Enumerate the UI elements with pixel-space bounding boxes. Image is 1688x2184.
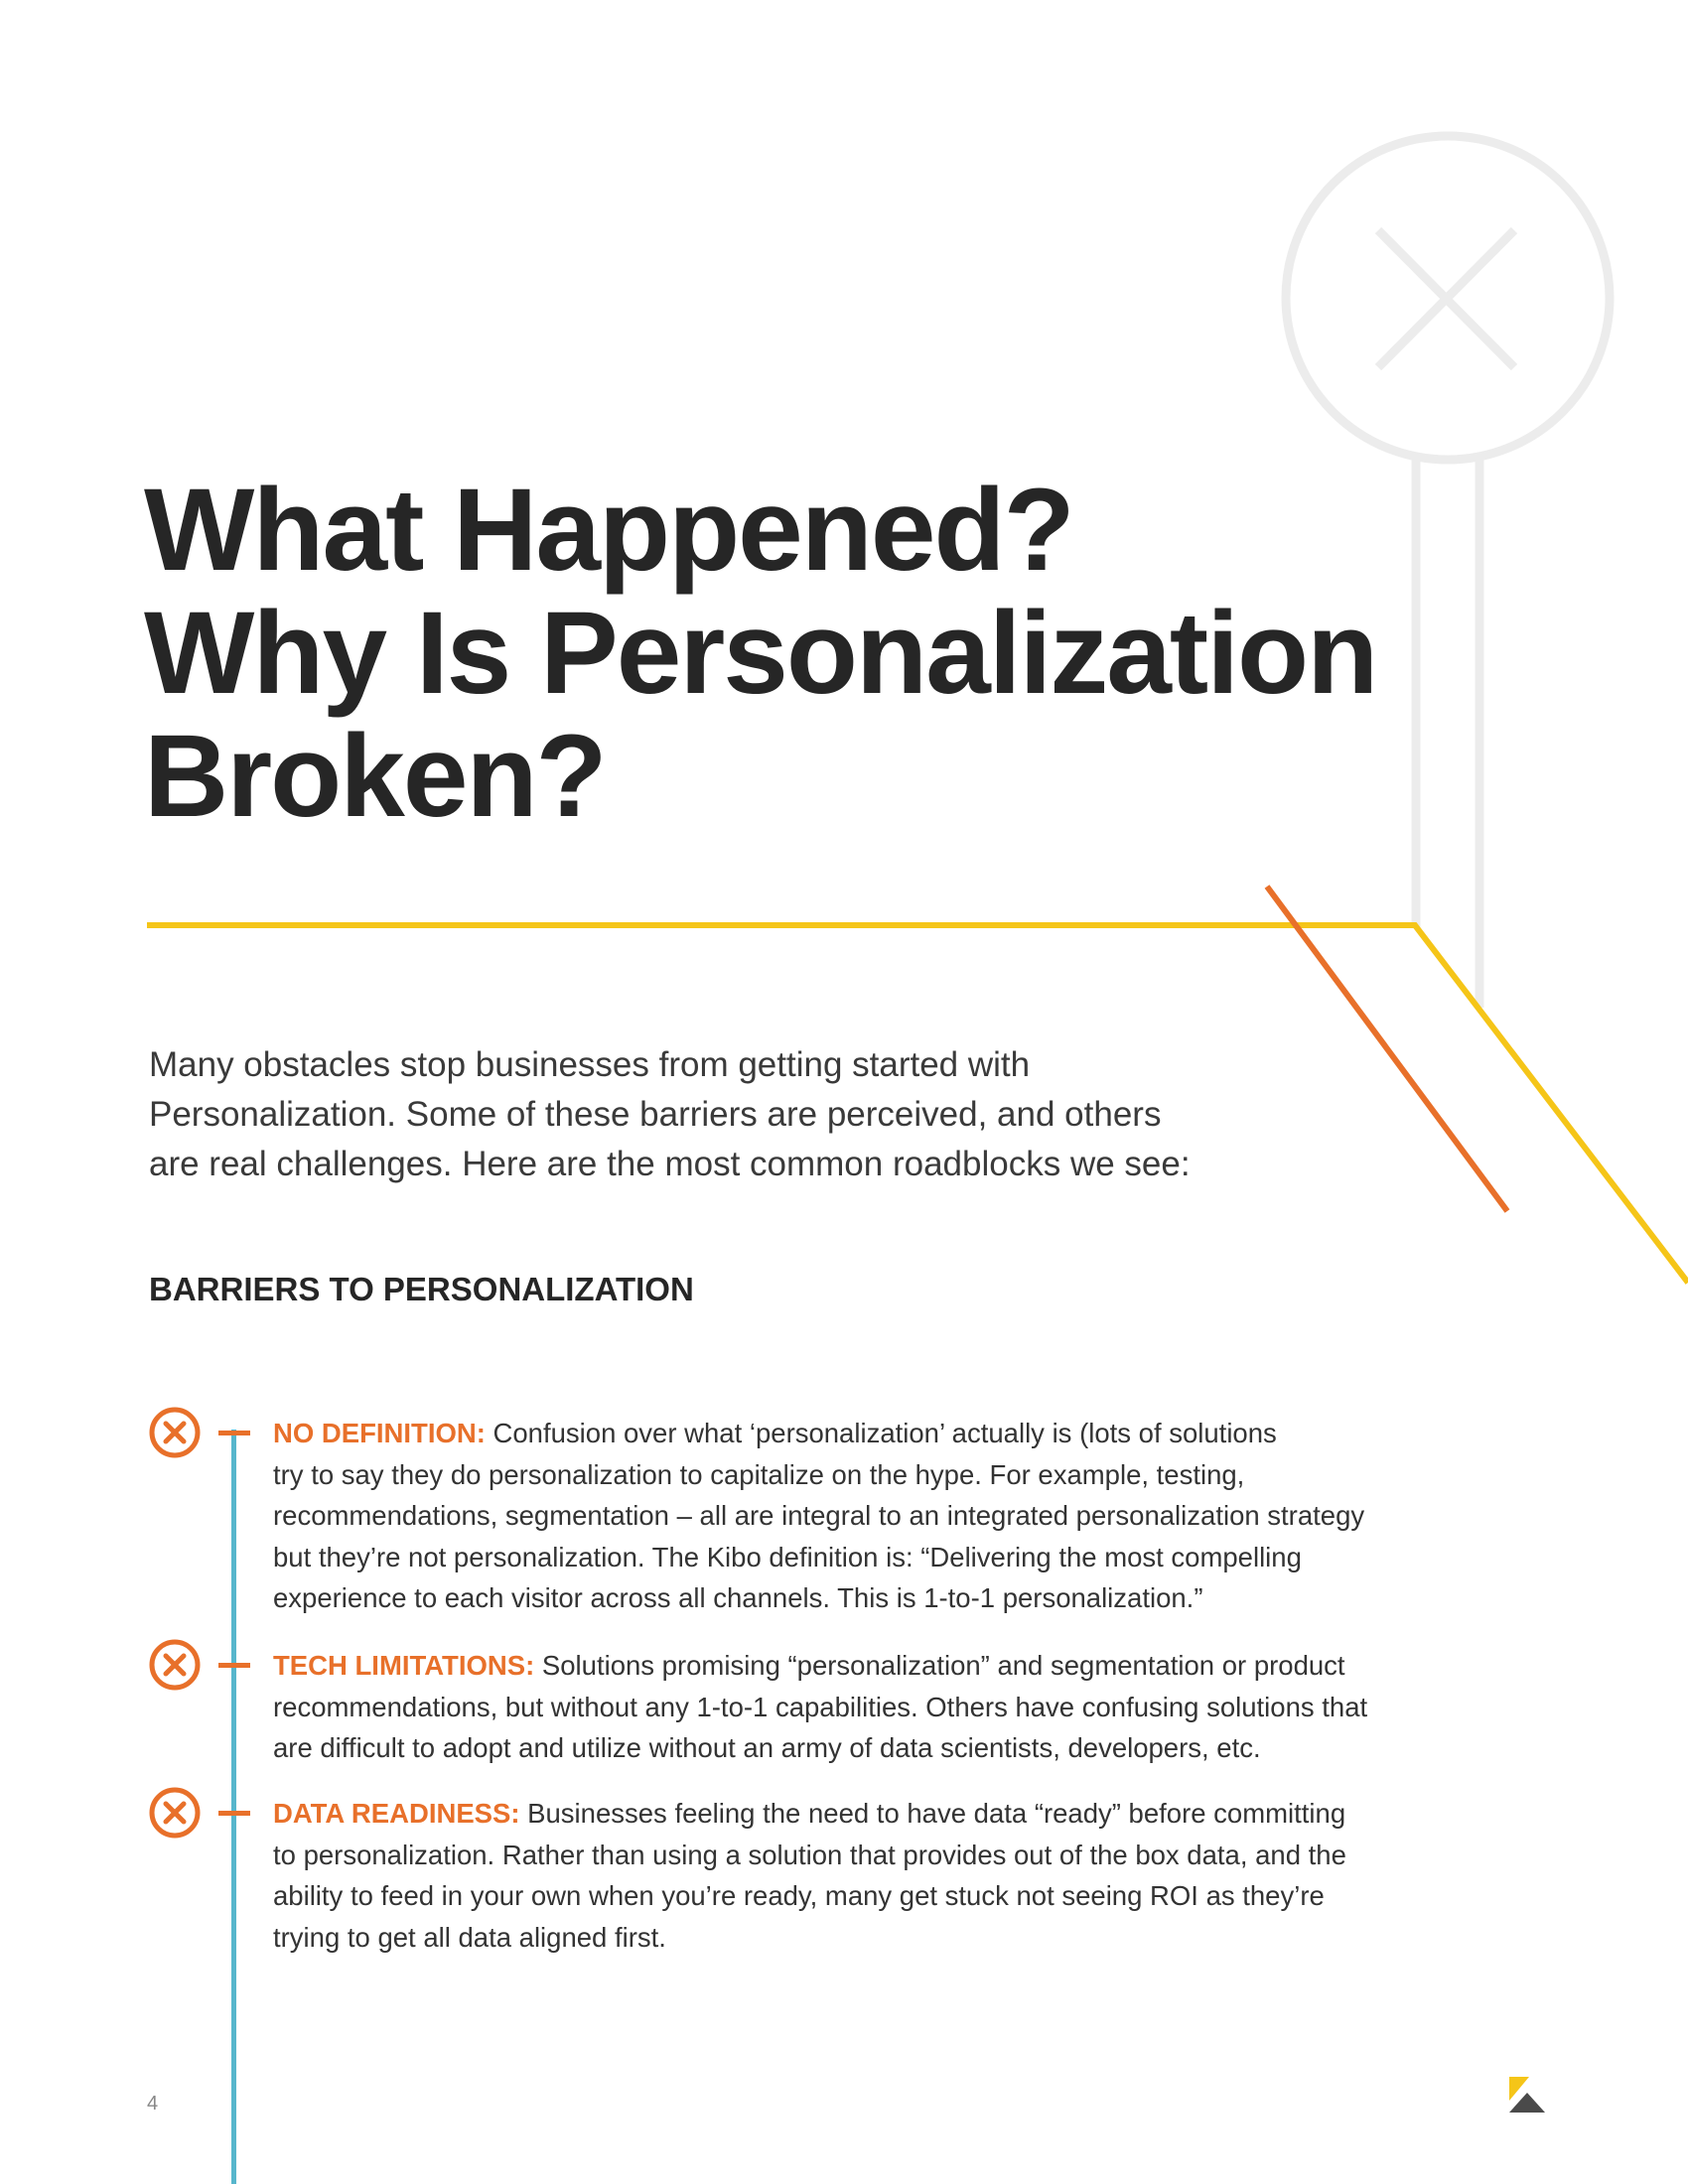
timeline-tick (218, 1811, 250, 1816)
barrier-text (273, 1645, 1395, 1769)
kibo-logo (1507, 2075, 1547, 2115)
intro-line-3: are real challenges. Here are the most common roadblocks we see: (149, 1145, 1191, 1183)
x-circle-icon (148, 1638, 202, 1692)
barrier-label: NO DEFINITION: (273, 1418, 486, 1448)
barrier-text-line: Confusion over what ‘personalization’ actually is (lots of solutions (485, 1418, 1277, 1448)
barrier-label: TECH LIMITATIONS: (273, 1650, 535, 1681)
timeline-bar (231, 1430, 236, 2184)
barrier-text-line: are difficult to adopt and utilize without an army of data scientists, developers, etc. (273, 1732, 1261, 1763)
barrier-text-line: recommendations, but without any 1-to-1 capabilities. Others have confusing solutions that (273, 1691, 1368, 1722)
x-circle-icon (148, 1786, 202, 1840)
barrier-text-line: recommendations, segmentation – all are integral to an integrated personalization strategy (273, 1500, 1365, 1531)
page-title-line-2: Why Is Personalization (144, 588, 1377, 719)
barrier-text (273, 1413, 1395, 1619)
barrier-label: DATA READINESS: (273, 1798, 520, 1829)
barrier-text-line: try to say they do personalization to capitalize on the hype. For example, testing, (273, 1458, 1245, 1490)
page-title-line-1: What Happened? (144, 465, 1073, 596)
x-circle-icon (148, 1406, 202, 1459)
timeline-tick (218, 1663, 250, 1668)
barrier-text-line: experience to each visitor across all channels. This is 1-to-1 personalization.” (273, 1582, 1203, 1613)
x-circle-pin-icon (1286, 136, 1610, 1008)
page-title-line-3: Broken? (144, 711, 606, 842)
intro-line-2: Personalization. Some of these barriers are perceived, and others (149, 1095, 1162, 1134)
timeline-tick (218, 1431, 250, 1435)
barrier-text-line: Businesses feeling the need to have data “ready” before committing (519, 1798, 1346, 1829)
barrier-text (273, 1793, 1395, 1958)
barrier-text-line: to personalization. Rather than using a solution that provides out of the box data, and the (273, 1839, 1346, 1870)
barrier-text-line: trying to get all data aligned first. (273, 1921, 666, 1953)
barrier-text-line: ability to feed in your own when you’re ready, many get stuck not seeing ROI as they’re (273, 1880, 1325, 1911)
intro-line-1: Many obstacles stop businesses from getting started with (149, 1045, 1031, 1084)
page-number: 4 (147, 2093, 159, 2115)
orange-diagonal-line (1267, 887, 1507, 1211)
barrier-text-line: but they’re not personalization. The Kibo definition is: “Delivering the most compelling (273, 1541, 1302, 1572)
barrier-text-line: Solutions promising “personalization” and segmentation or product (534, 1650, 1345, 1681)
section-heading: BARRIERS TO PERSONALIZATION (149, 1271, 694, 1307)
